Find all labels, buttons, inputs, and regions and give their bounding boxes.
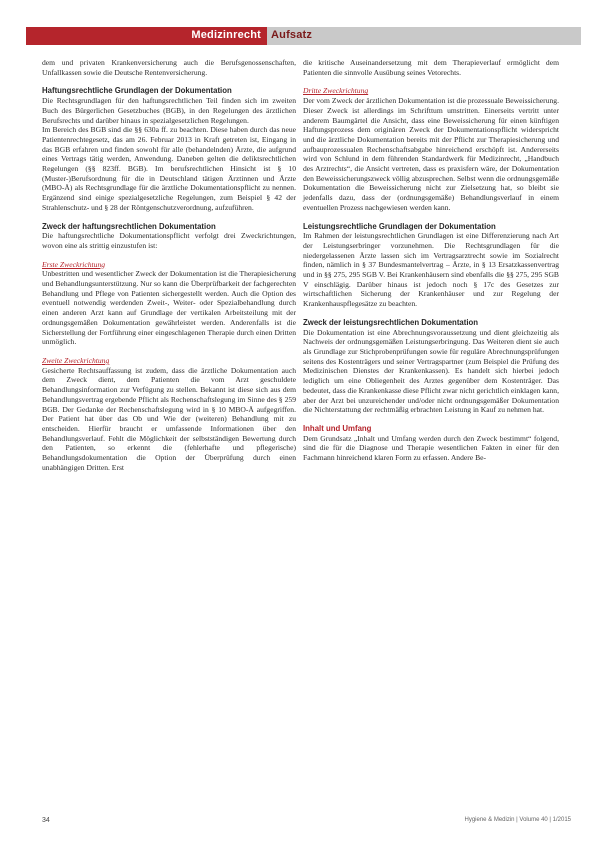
right-column <box>303 58 559 463</box>
left-column <box>42 58 296 472</box>
paragraph: Der vom Zweck der ärztlichen Dokumentation ist die prozessuale Beweissicherung. Dieser Zweck ist allerdings im Schrifttum umstritten. Einerseits vertritt unter anderem Baumgärtel die Ansicht, dass eine Beweissicherung für einen künftigen Haftungsprozess dem originären Zweck der Dokumentationspflicht widerspricht und die ärztliche Dokumentation bereits mit der Pflicht zur Therapiesicherung und aufbauprozessualen Rechenschaftsabgabe hinreichend erschöpft ist. Andererseits wird von Schlund in dem führenden Standardwerk für Medizinrecht, „Handbuch des Arztrechts“, die Ansicht vertreten, dass es praxisfern wäre, der Dokumentation den Beweissicherungszweck völlig abzusprechen. Selbst wenn die ordnungsgemäße Dokumentation die Beweissicherung nicht zur Zielsetzung hat, so bleibt sie jedenfalls dazu, dass der (ordnungsgemäße) Behandlungsverlauf in einem eventuellen Prozess nachgewiesen werden kann. <box>303 96 559 212</box>
paragraph: Die Rechtsgrundlagen für den haftungsrechtlichen Teil finden sich im zweiten Buch des Bürgerlichen Gesetzbuches (BGB), in den Regelungen des ärztlichen Berufsrechts und darüber hinaus in spezialgesetzlichen Regelungen. <box>42 96 296 125</box>
subheading-dritte: Dritte Zweckrichtung <box>303 86 369 96</box>
category-label: Aufsatz <box>271 29 313 41</box>
paragraph: Gesicherte Rechtsauffassung ist zudem, dass die ärztliche Dokumentation auch dem Zweck dient, dem Patienten die vom Arzt geschuldete Behandlungsinformation zur Verfügung zu stellen. Bekannt ist diese sich aus dem Behandlungsvertrag ergebende Pflicht als Rechenschaftslegung im Sinne des § 259 BGB. Der Gedanke der Rechenschaftslegung wird in § 10 MBO-Ä aufgegriffen. Der Patient hat über das Ob und Wie der (weiteren) Behandlung mit zu entscheiden. Hierfür braucht er umfassende Informationen über den Behandlungsverlauf. Fehlt die Möglichkeit der selbstständigen Bewertung durch den Patienten, so erkennt die (fehlerhafte und pflegerische) Behandlungsdokumentation die Option der Überprüfung durch einen unabhängigen Dritten. Erst <box>42 365 296 472</box>
heading-zweck-leistung: Zweck der leistungsrechtlichen Dokumentation <box>303 317 479 327</box>
heading-leistung: Leistungsrechtliche Grundlagen der Dokumentation <box>303 221 496 231</box>
paragraph: Dem Grundsatz „Inhalt und Umfang werden durch den Zweck bestimmt“ folgend, sind die für die Diagnose und Therapie wesentlichen Fakten in einer für den Fachmann hinreichend klaren Form zu erfassen. Andere Be- <box>303 433 559 463</box>
paragraph: Im Rahmen der leistungsrechtlichen Grundlagen ist eine Differenzierung nach Art der Leistungserbringer vorzunehmen. Die Rechtsgrundlagen für die niedergelassenen Ärzte lassen sich im Vertragsarztrecht sowie im Sozialrecht finden, nämlich in § 37 Bundesmantelvertrag – Ärzte, in § 13 Ersatzkassenvertrag und in §§ 275, 295 SGB V. Bei Krankenhäusern sind ebenfalls die §§ 275, 295 SGB V einschlägig. Darüber hinaus ist jedoch noch § 17c des Gesetzes zur wirtschaftlichen Sicherung der Krankenhäuser und zur Regelung der Krankenhauspflegesätze zu beachten. <box>303 231 559 309</box>
section-label: Medizinrecht <box>191 29 261 41</box>
heading-haftung: Haftungsrechtliche Grundlagen der Dokumentation <box>42 86 232 96</box>
subheading-erste: Erste Zweckrichtung <box>42 259 106 269</box>
paragraph: Unbestritten und wesentlicher Zweck der Dokumentation ist die Therapiesicherung und Behandlungsunterstützung. Nur so kann die Überprüfbarkeit der fachgerechten Behandlung und Pflege von Patienten sichergestellt werden. Auch die Option des eventuell notwendig werdenden Zweit-, Weiter- oder Spezialbehandlung durch einen anderen Arzt kann auf Grundlage der vertikalen Arbeitsteilung mit der ordnungsgemäßen Dokumentation gewährleistet werden. Anderenfalls ist die Sicherstellung der Fortführung einer eingeschlagenen Therapie durch einen Dritten unmöglich. <box>42 269 296 347</box>
paragraph: Die Dokumentation ist eine Abrechnungsvoraussetzung und dient gleichzeitig als Nachweis der ordnungsgemäßen Leistungserbringung. Das Weiteren dient sie auch als Grundlage zur Stichprobenprüfungen sowie für reguläre Abrechnungsprüfungen seitens des Kostenträgers und seiner Vertragspartner (zum Beispiel die Prüfung des Medizinischen Dienstes der Krankenkassen). Es handelt sich hierbei jedoch lediglich um eine Obliegenheit des Arztes gegenüber dem Kostenträger. Das bedeutet, dass die Krankenkasse diese Pflicht zwar nicht gerichtlich einklagen kann, aber der Arzt bei unzureichender und/oder nicht ordnungsgemäßer Dokumentation die Nichterstattung der rechtmäßig erbrachten Leistung in Kauf zu nehmen hat. <box>303 327 559 415</box>
paragraph: Die haftungsrechtliche Dokumentationspflicht verfolgt drei Zweckrichtungen, wovon eine als strittig einzustufen ist: <box>42 231 296 250</box>
section-label-box <box>26 27 267 45</box>
journal-citation: Hygiene & Medizin | Volume 40 | 1/2015 <box>464 817 571 823</box>
heading-inhalt: Inhalt und Umfang <box>303 423 372 433</box>
subheading-zweite: Zweite Zweckrichtung <box>42 355 110 365</box>
paragraph: Im Bereich des BGB sind die §§ 630a ff. zu beachten. Diese haben durch das neue Patientenrechtegesetz, das am 26. Februar 2013 in Kraft getreten ist, Eingang in das BGB erfahren und finden sowohl für alle (behandelnden) Ärzte, die aufgrund eines Vertrags tätig werden, Anwendung. Daneben gelten die deliktsrechtlichen Regelungen (§§ 823ff. BGB). Im berufsrechtlichen Hinsicht ist § 10 (Muster-)Berufsordnung für die in Deutschland tätigen Ärztinnen und Ärzte (MBO-Ä) als Rechtsgrundlage für die ärztliche Dokumentationspflicht zu nennen. Ergänzend sind einige spezialgesetzliche Regelungen, zum Beispiel § 42 der Strahlenschutz- und § 28 der Röntgenschutzverordnung, aufzuführen. <box>42 125 296 212</box>
page-number: 34 <box>42 817 50 824</box>
page-header <box>26 27 581 45</box>
heading-zweck-haftung: Zweck der haftungsrechtlichen Dokumentation <box>42 221 216 231</box>
paragraph: die kritische Auseinandersetzung mit dem Therapieverlauf ermöglicht dem Patienten die sinnvolle Ausübung seines Vetorechts. <box>303 58 559 77</box>
intro-paragraph: dem und privaten Krankenversicherung auch die Berufsgenossenschaften, Unfallkassen sowie die Deutsche Rentenversicherung. <box>42 58 296 77</box>
category-label-box <box>267 27 581 45</box>
